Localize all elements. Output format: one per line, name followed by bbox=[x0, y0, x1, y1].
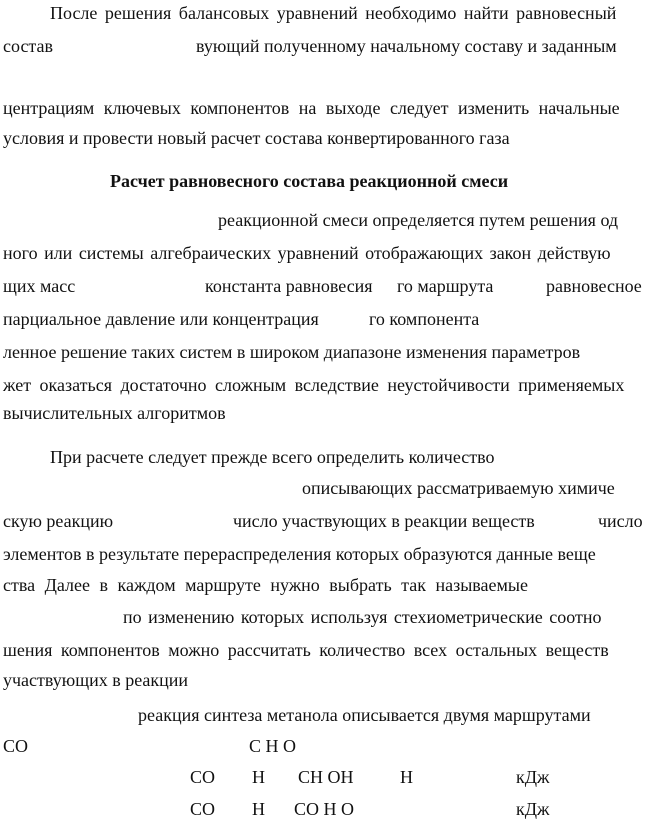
paragraph-3-line-2: описывающих рассматриваемую химиче bbox=[302, 478, 615, 498]
species-elements: C H O bbox=[249, 736, 297, 756]
species-co: CO bbox=[3, 736, 29, 756]
section-line-7: вычислительных алгоритмов bbox=[3, 403, 226, 423]
section-line-4-b: го компонента bbox=[369, 309, 480, 329]
paragraph-1-line-1: После решения балансовых уравнений необходимо найти равновесный bbox=[50, 3, 617, 23]
example-line-1: реакция синтеза метанола описывается двумя маршрутами bbox=[138, 705, 591, 725]
reaction-1-product: CH OH bbox=[298, 767, 354, 787]
paragraph-3-line-3-b: число участвующих в реакции веществ bbox=[233, 511, 535, 531]
paragraph-3-line-8: участвующих в реакции bbox=[3, 670, 189, 690]
paragraph-1-line-3: центрациям ключевых компонентов на выходе следует изменить начальные bbox=[3, 98, 620, 118]
paragraph-1-line-2-start: состав bbox=[3, 36, 54, 56]
reaction-1-unit: кДж bbox=[516, 767, 550, 787]
section-line-3-c: го маршрута bbox=[397, 276, 494, 296]
paragraph-1-line-2-end: вующий полученному начальному составу и заданным bbox=[196, 36, 617, 56]
paragraph-3-line-4: элементов в результате перераспределения которых образуются данные веще bbox=[3, 544, 596, 564]
paragraph-3-line-6: по изменению которых используя стехиометрические соотно bbox=[123, 607, 602, 627]
section-line-6: жет оказаться достаточно сложным вследствие неустойчивости применяемых bbox=[3, 375, 625, 395]
paragraph-3-line-3-c: число bbox=[598, 511, 643, 531]
paragraph-3-line-3-a: скую реакцию bbox=[3, 511, 114, 531]
reaction-1-reactant-1: CO bbox=[190, 767, 216, 787]
section-heading: Расчет равновесного состава реакционной смеси bbox=[110, 171, 509, 191]
section-line-1: реакционной смеси определяется путем решения од bbox=[218, 210, 619, 230]
paragraph-3-line-5: ства Далее в каждом маршруте нужно выбрать так называемые bbox=[3, 575, 529, 595]
paragraph-1-line-4: условия и провести новый расчет состава конвертированного газа bbox=[3, 128, 510, 148]
reaction-2-reactant-2: H bbox=[252, 799, 265, 819]
section-line-5: ленное решение таких систем в широком диапазоне изменения параметров bbox=[3, 342, 581, 362]
paragraph-3-line-7: шения компонентов можно рассчитать количество всех остальных веществ bbox=[3, 640, 609, 660]
reaction-2-product: CO H O bbox=[294, 799, 355, 819]
reaction-1-term: H bbox=[400, 767, 413, 787]
section-line-2: ного или системы алгебраических уравнений отображающих закон действую bbox=[3, 243, 611, 263]
section-line-3-a: щих масс bbox=[3, 276, 76, 296]
section-line-3-b: константа равновесия bbox=[205, 276, 373, 296]
section-line-4-a: парциальное давление или концентрация bbox=[3, 309, 319, 329]
reaction-2-unit: кДж bbox=[516, 799, 550, 819]
reaction-1-reactant-2: H bbox=[252, 767, 265, 787]
section-line-3-d: равновесное bbox=[546, 276, 642, 296]
paragraph-3-line-1: При расчете следует прежде всего определить количество bbox=[50, 447, 495, 467]
reaction-2-reactant-1: CO bbox=[190, 799, 216, 819]
